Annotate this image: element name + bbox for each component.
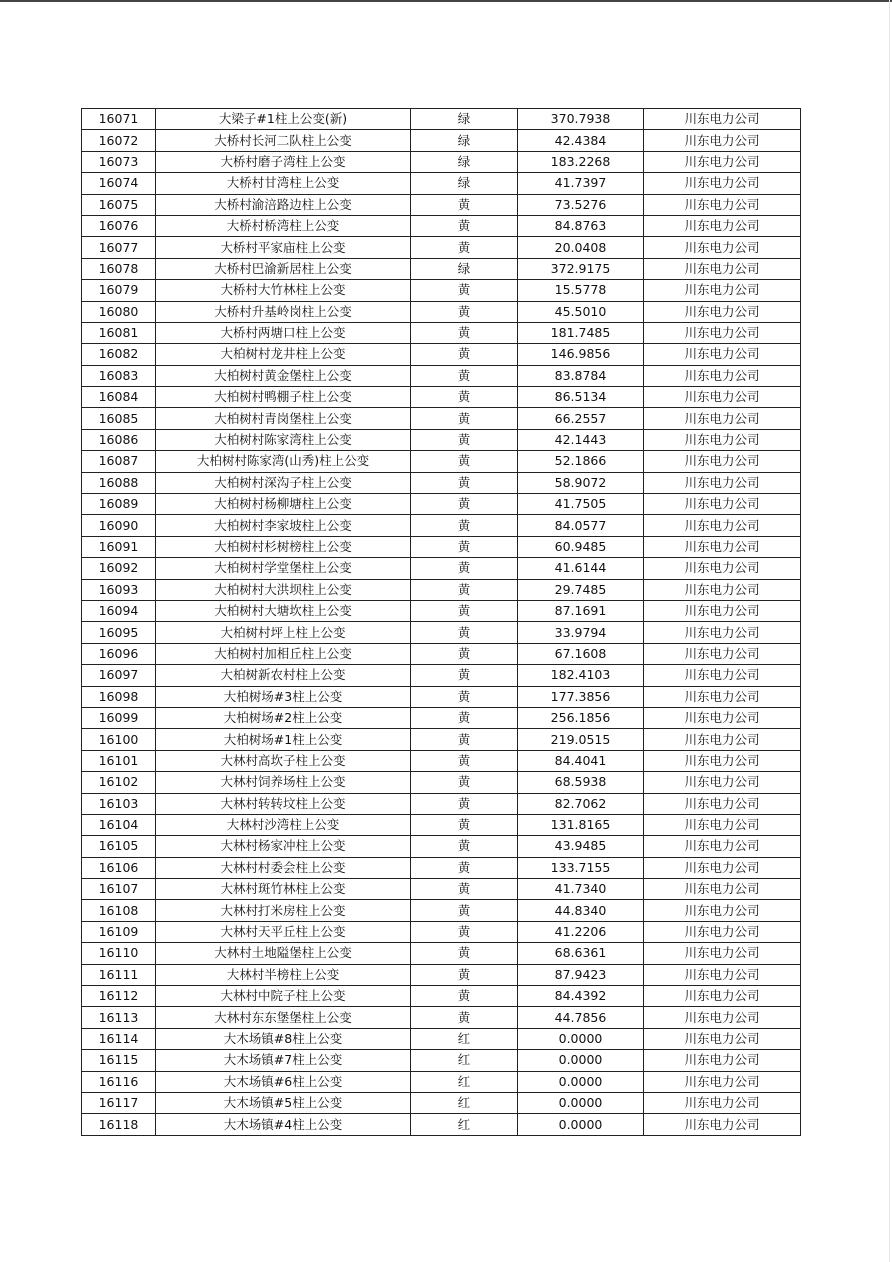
status-color-cell: 黄 xyxy=(411,558,518,579)
value-cell: 177.3856 xyxy=(518,686,644,707)
company-cell: 川东电力公司 xyxy=(644,921,801,942)
status-color-cell: 黄 xyxy=(411,322,518,343)
table-row xyxy=(82,1092,801,1113)
value-cell: 219.0515 xyxy=(518,729,644,750)
name-cell: 大林村东东堡堡柱上公变 xyxy=(156,1007,411,1028)
name-cell: 大桥村升基岭岗柱上公变 xyxy=(156,301,411,322)
value-cell: 183.2268 xyxy=(518,151,644,172)
status-color-cell: 绿 xyxy=(411,151,518,172)
status-color-cell: 黄 xyxy=(411,686,518,707)
value-cell: 86.5134 xyxy=(518,387,644,408)
id-cell: 16097 xyxy=(82,665,156,686)
id-cell: 16082 xyxy=(82,344,156,365)
status-color-cell: 红 xyxy=(411,1114,518,1135)
value-cell: 60.9485 xyxy=(518,536,644,557)
status-color-cell: 黄 xyxy=(411,1007,518,1028)
value-cell: 68.5938 xyxy=(518,772,644,793)
company-cell: 川东电力公司 xyxy=(644,536,801,557)
value-cell: 42.1443 xyxy=(518,429,644,450)
name-cell: 大柏树村陈家湾柱上公变 xyxy=(156,429,411,450)
name-cell: 大柏树村杨柳塘柱上公变 xyxy=(156,494,411,515)
name-cell: 大桥村甘湾柱上公变 xyxy=(156,173,411,194)
name-cell: 大梁子#1柱上公变(新) xyxy=(156,109,411,130)
table-row xyxy=(82,536,801,557)
name-cell: 大柏树场#1柱上公变 xyxy=(156,729,411,750)
name-cell: 大木场镇#6柱上公变 xyxy=(156,1071,411,1092)
status-color-cell: 黄 xyxy=(411,943,518,964)
company-cell: 川东电力公司 xyxy=(644,173,801,194)
id-cell: 16112 xyxy=(82,986,156,1007)
company-cell: 川东电力公司 xyxy=(644,322,801,343)
name-cell: 大柏树村黄金堡柱上公变 xyxy=(156,365,411,386)
table-row xyxy=(82,472,801,493)
status-color-cell: 黄 xyxy=(411,344,518,365)
name-cell: 大木场镇#4柱上公变 xyxy=(156,1114,411,1135)
table-row xyxy=(82,857,801,878)
id-cell: 16077 xyxy=(82,237,156,258)
company-cell: 川东电力公司 xyxy=(644,600,801,621)
name-cell: 大柏树村鸭棚子柱上公变 xyxy=(156,387,411,408)
name-cell: 大林村打米房柱上公变 xyxy=(156,900,411,921)
value-cell: 87.9423 xyxy=(518,964,644,985)
name-cell: 大木场镇#8柱上公变 xyxy=(156,1028,411,1049)
table-row xyxy=(82,1007,801,1028)
name-cell: 大柏树村龙井柱上公变 xyxy=(156,344,411,365)
status-color-cell: 黄 xyxy=(411,900,518,921)
name-cell: 大柏树村学堂堡柱上公变 xyxy=(156,558,411,579)
table-row xyxy=(82,130,801,151)
status-color-cell: 红 xyxy=(411,1050,518,1071)
id-cell: 16109 xyxy=(82,921,156,942)
id-cell: 16104 xyxy=(82,814,156,835)
status-color-cell: 黄 xyxy=(411,600,518,621)
value-cell: 41.6144 xyxy=(518,558,644,579)
id-cell: 16081 xyxy=(82,322,156,343)
value-cell: 41.2206 xyxy=(518,921,644,942)
company-cell: 川东电力公司 xyxy=(644,344,801,365)
table-row xyxy=(82,1114,801,1135)
status-color-cell: 黄 xyxy=(411,750,518,771)
table-row xyxy=(82,686,801,707)
company-cell: 川东电力公司 xyxy=(644,472,801,493)
table-row xyxy=(82,109,801,130)
value-cell: 43.9485 xyxy=(518,836,644,857)
name-cell: 大桥村磨子湾柱上公变 xyxy=(156,151,411,172)
name-cell: 大木场镇#5柱上公变 xyxy=(156,1092,411,1113)
company-cell: 川东电力公司 xyxy=(644,986,801,1007)
table-row xyxy=(82,280,801,301)
id-cell: 16087 xyxy=(82,451,156,472)
company-cell: 川东电力公司 xyxy=(644,686,801,707)
value-cell: 41.7397 xyxy=(518,173,644,194)
id-cell: 16116 xyxy=(82,1071,156,1092)
table-row xyxy=(82,365,801,386)
value-cell: 133.7155 xyxy=(518,857,644,878)
company-cell: 川东电力公司 xyxy=(644,451,801,472)
table-row xyxy=(82,151,801,172)
table-body xyxy=(82,109,801,1136)
status-color-cell: 黄 xyxy=(411,515,518,536)
status-color-cell: 黄 xyxy=(411,836,518,857)
value-cell: 58.9072 xyxy=(518,472,644,493)
id-cell: 16080 xyxy=(82,301,156,322)
table-row xyxy=(82,215,801,236)
company-cell: 川东电力公司 xyxy=(644,1114,801,1135)
table-row xyxy=(82,707,801,728)
company-cell: 川东电力公司 xyxy=(644,622,801,643)
value-cell: 44.8340 xyxy=(518,900,644,921)
company-cell: 川东电力公司 xyxy=(644,515,801,536)
table-row xyxy=(82,579,801,600)
id-cell: 16110 xyxy=(82,943,156,964)
id-cell: 16105 xyxy=(82,836,156,857)
value-cell: 256.1856 xyxy=(518,707,644,728)
id-cell: 16099 xyxy=(82,707,156,728)
name-cell: 大柏树新农村柱上公变 xyxy=(156,665,411,686)
name-cell: 大桥村桥湾柱上公变 xyxy=(156,215,411,236)
status-color-cell: 绿 xyxy=(411,173,518,194)
name-cell: 大柏树村杉树榜柱上公变 xyxy=(156,536,411,557)
id-cell: 16092 xyxy=(82,558,156,579)
name-cell: 大柏树村青岗堡柱上公变 xyxy=(156,408,411,429)
status-color-cell: 黄 xyxy=(411,194,518,215)
id-cell: 16095 xyxy=(82,622,156,643)
status-color-cell: 黄 xyxy=(411,665,518,686)
name-cell: 大木场镇#7柱上公变 xyxy=(156,1050,411,1071)
name-cell: 大柏树村深沟子柱上公变 xyxy=(156,472,411,493)
company-cell: 川东电力公司 xyxy=(644,793,801,814)
id-cell: 16084 xyxy=(82,387,156,408)
id-cell: 16098 xyxy=(82,686,156,707)
name-cell: 大柏树村加相丘柱上公变 xyxy=(156,643,411,664)
name-cell: 大林村半榜柱上公变 xyxy=(156,964,411,985)
table-row xyxy=(82,344,801,365)
status-color-cell: 黄 xyxy=(411,622,518,643)
value-cell: 82.7062 xyxy=(518,793,644,814)
id-cell: 16094 xyxy=(82,600,156,621)
value-cell: 84.8763 xyxy=(518,215,644,236)
status-color-cell: 绿 xyxy=(411,130,518,151)
company-cell: 川东电力公司 xyxy=(644,194,801,215)
company-cell: 川东电力公司 xyxy=(644,494,801,515)
table-row xyxy=(82,429,801,450)
name-cell: 大柏树村李家坡柱上公变 xyxy=(156,515,411,536)
company-cell: 川东电力公司 xyxy=(644,237,801,258)
id-cell: 16102 xyxy=(82,772,156,793)
name-cell: 大林村高坎子柱上公变 xyxy=(156,750,411,771)
status-color-cell: 黄 xyxy=(411,429,518,450)
status-color-cell: 黄 xyxy=(411,729,518,750)
company-cell: 川东电力公司 xyxy=(644,1092,801,1113)
id-cell: 16083 xyxy=(82,365,156,386)
status-color-cell: 绿 xyxy=(411,109,518,130)
status-color-cell: 黄 xyxy=(411,579,518,600)
table-row xyxy=(82,237,801,258)
company-cell: 川东电力公司 xyxy=(644,857,801,878)
table-row xyxy=(82,643,801,664)
id-cell: 16074 xyxy=(82,173,156,194)
table-row xyxy=(82,921,801,942)
company-cell: 川东电力公司 xyxy=(644,258,801,279)
table-row xyxy=(82,772,801,793)
id-cell: 16090 xyxy=(82,515,156,536)
value-cell: 41.7505 xyxy=(518,494,644,515)
company-cell: 川东电力公司 xyxy=(644,1007,801,1028)
value-cell: 84.4041 xyxy=(518,750,644,771)
name-cell: 大林村斑竹林柱上公变 xyxy=(156,879,411,900)
value-cell: 0.0000 xyxy=(518,1092,644,1113)
name-cell: 大林村中院子柱上公变 xyxy=(156,986,411,1007)
table-row xyxy=(82,729,801,750)
status-color-cell: 黄 xyxy=(411,215,518,236)
name-cell: 大桥村长河二队柱上公变 xyxy=(156,130,411,151)
id-cell: 16106 xyxy=(82,857,156,878)
company-cell: 川东电力公司 xyxy=(644,215,801,236)
name-cell: 大林村饲养场柱上公变 xyxy=(156,772,411,793)
status-color-cell: 黄 xyxy=(411,365,518,386)
table-row xyxy=(82,494,801,515)
company-cell: 川东电力公司 xyxy=(644,151,801,172)
name-cell: 大柏树村大塘坎柱上公变 xyxy=(156,600,411,621)
status-color-cell: 黄 xyxy=(411,986,518,1007)
status-color-cell: 黄 xyxy=(411,237,518,258)
id-cell: 16091 xyxy=(82,536,156,557)
value-cell: 370.7938 xyxy=(518,109,644,130)
value-cell: 52.1866 xyxy=(518,451,644,472)
company-cell: 川东电力公司 xyxy=(644,1028,801,1049)
value-cell: 73.5276 xyxy=(518,194,644,215)
id-cell: 16071 xyxy=(82,109,156,130)
table-row xyxy=(82,814,801,835)
table-row xyxy=(82,750,801,771)
id-cell: 16114 xyxy=(82,1028,156,1049)
id-cell: 16079 xyxy=(82,280,156,301)
table-row xyxy=(82,665,801,686)
company-cell: 川东电力公司 xyxy=(644,943,801,964)
value-cell: 0.0000 xyxy=(518,1071,644,1092)
status-color-cell: 黄 xyxy=(411,472,518,493)
value-cell: 41.7340 xyxy=(518,879,644,900)
company-cell: 川东电力公司 xyxy=(644,964,801,985)
company-cell: 川东电力公司 xyxy=(644,836,801,857)
table-row xyxy=(82,1071,801,1092)
company-cell: 川东电力公司 xyxy=(644,814,801,835)
value-cell: 0.0000 xyxy=(518,1028,644,1049)
table-row xyxy=(82,258,801,279)
value-cell: 146.9856 xyxy=(518,344,644,365)
table-row xyxy=(82,558,801,579)
id-cell: 16096 xyxy=(82,643,156,664)
table-row xyxy=(82,836,801,857)
name-cell: 大林村沙湾柱上公变 xyxy=(156,814,411,835)
id-cell: 16078 xyxy=(82,258,156,279)
table-row xyxy=(82,943,801,964)
status-color-cell: 黄 xyxy=(411,387,518,408)
company-cell: 川东电力公司 xyxy=(644,579,801,600)
company-cell: 川东电力公司 xyxy=(644,365,801,386)
status-color-cell: 黄 xyxy=(411,814,518,835)
id-cell: 16103 xyxy=(82,793,156,814)
value-cell: 20.0408 xyxy=(518,237,644,258)
name-cell: 大柏树村大洪坝柱上公变 xyxy=(156,579,411,600)
value-cell: 0.0000 xyxy=(518,1114,644,1135)
name-cell: 大林村转转坟柱上公变 xyxy=(156,793,411,814)
id-cell: 16115 xyxy=(82,1050,156,1071)
value-cell: 44.7856 xyxy=(518,1007,644,1028)
value-cell: 29.7485 xyxy=(518,579,644,600)
company-cell: 川东电力公司 xyxy=(644,109,801,130)
company-cell: 川东电力公司 xyxy=(644,280,801,301)
company-cell: 川东电力公司 xyxy=(644,1050,801,1071)
name-cell: 大柏树村陈家湾(山秀)柱上公变 xyxy=(156,451,411,472)
status-color-cell: 黄 xyxy=(411,451,518,472)
id-cell: 16100 xyxy=(82,729,156,750)
table-row xyxy=(82,194,801,215)
id-cell: 16072 xyxy=(82,130,156,151)
value-cell: 84.4392 xyxy=(518,986,644,1007)
status-color-cell: 黄 xyxy=(411,301,518,322)
table-row xyxy=(82,515,801,536)
status-color-cell: 黄 xyxy=(411,772,518,793)
table-row xyxy=(82,1028,801,1049)
value-cell: 372.9175 xyxy=(518,258,644,279)
status-color-cell: 黄 xyxy=(411,964,518,985)
status-color-cell: 黄 xyxy=(411,707,518,728)
id-cell: 16086 xyxy=(82,429,156,450)
value-cell: 181.7485 xyxy=(518,322,644,343)
company-cell: 川东电力公司 xyxy=(644,429,801,450)
table-row xyxy=(82,301,801,322)
company-cell: 川东电力公司 xyxy=(644,729,801,750)
table-row xyxy=(82,173,801,194)
table-row xyxy=(82,964,801,985)
value-cell: 33.9794 xyxy=(518,622,644,643)
value-cell: 87.1691 xyxy=(518,600,644,621)
value-cell: 182.4103 xyxy=(518,665,644,686)
id-cell: 16101 xyxy=(82,750,156,771)
value-cell: 45.5010 xyxy=(518,301,644,322)
value-cell: 84.0577 xyxy=(518,515,644,536)
id-cell: 16089 xyxy=(82,494,156,515)
table-row xyxy=(82,451,801,472)
id-cell: 16111 xyxy=(82,964,156,985)
id-cell: 16085 xyxy=(82,408,156,429)
name-cell: 大桥村大竹林柱上公变 xyxy=(156,280,411,301)
id-cell: 16073 xyxy=(82,151,156,172)
status-color-cell: 红 xyxy=(411,1028,518,1049)
status-color-cell: 黄 xyxy=(411,494,518,515)
value-cell: 42.4384 xyxy=(518,130,644,151)
name-cell: 大林村天平丘柱上公变 xyxy=(156,921,411,942)
company-cell: 川东电力公司 xyxy=(644,750,801,771)
status-color-cell: 黄 xyxy=(411,921,518,942)
value-cell: 0.0000 xyxy=(518,1050,644,1071)
table-row xyxy=(82,879,801,900)
name-cell: 大柏树村坪上柱上公变 xyxy=(156,622,411,643)
value-cell: 66.2557 xyxy=(518,408,644,429)
table-row xyxy=(82,1050,801,1071)
value-cell: 15.5778 xyxy=(518,280,644,301)
value-cell: 67.1608 xyxy=(518,643,644,664)
id-cell: 16075 xyxy=(82,194,156,215)
table-row xyxy=(82,622,801,643)
name-cell: 大林村土地隘堡柱上公变 xyxy=(156,943,411,964)
value-cell: 83.8784 xyxy=(518,365,644,386)
name-cell: 大桥村平家庙柱上公变 xyxy=(156,237,411,258)
company-cell: 川东电力公司 xyxy=(644,301,801,322)
id-cell: 16113 xyxy=(82,1007,156,1028)
page-right-edge xyxy=(889,0,890,1262)
id-cell: 16107 xyxy=(82,879,156,900)
name-cell: 大桥村两塘口柱上公变 xyxy=(156,322,411,343)
id-cell: 16088 xyxy=(82,472,156,493)
company-cell: 川东电力公司 xyxy=(644,387,801,408)
status-color-cell: 黄 xyxy=(411,408,518,429)
name-cell: 大柏树场#2柱上公变 xyxy=(156,707,411,728)
transformer-table xyxy=(81,108,801,1136)
value-cell: 68.6361 xyxy=(518,943,644,964)
status-color-cell: 红 xyxy=(411,1071,518,1092)
status-color-cell: 黄 xyxy=(411,879,518,900)
name-cell: 大林村杨家冲柱上公变 xyxy=(156,836,411,857)
name-cell: 大桥村巴渝新居柱上公变 xyxy=(156,258,411,279)
table-row xyxy=(82,322,801,343)
value-cell: 131.8165 xyxy=(518,814,644,835)
company-cell: 川东电力公司 xyxy=(644,707,801,728)
table-row xyxy=(82,408,801,429)
company-cell: 川东电力公司 xyxy=(644,665,801,686)
id-cell: 16118 xyxy=(82,1114,156,1135)
status-color-cell: 黄 xyxy=(411,280,518,301)
status-color-cell: 黄 xyxy=(411,857,518,878)
id-cell: 16076 xyxy=(82,215,156,236)
table-row xyxy=(82,793,801,814)
company-cell: 川东电力公司 xyxy=(644,879,801,900)
id-cell: 16117 xyxy=(82,1092,156,1113)
status-color-cell: 红 xyxy=(411,1092,518,1113)
name-cell: 大柏树场#3柱上公变 xyxy=(156,686,411,707)
company-cell: 川东电力公司 xyxy=(644,643,801,664)
page-top-border xyxy=(0,0,892,2)
company-cell: 川东电力公司 xyxy=(644,1071,801,1092)
table-row xyxy=(82,986,801,1007)
company-cell: 川东电力公司 xyxy=(644,772,801,793)
status-color-cell: 黄 xyxy=(411,793,518,814)
name-cell: 大桥村渝涪路边柱上公变 xyxy=(156,194,411,215)
company-cell: 川东电力公司 xyxy=(644,408,801,429)
table-row xyxy=(82,900,801,921)
name-cell: 大林村村委会柱上公变 xyxy=(156,857,411,878)
company-cell: 川东电力公司 xyxy=(644,130,801,151)
table-row xyxy=(82,387,801,408)
status-color-cell: 绿 xyxy=(411,258,518,279)
status-color-cell: 黄 xyxy=(411,536,518,557)
id-cell: 16093 xyxy=(82,579,156,600)
company-cell: 川东电力公司 xyxy=(644,558,801,579)
table-row xyxy=(82,600,801,621)
id-cell: 16108 xyxy=(82,900,156,921)
status-color-cell: 黄 xyxy=(411,643,518,664)
company-cell: 川东电力公司 xyxy=(644,900,801,921)
